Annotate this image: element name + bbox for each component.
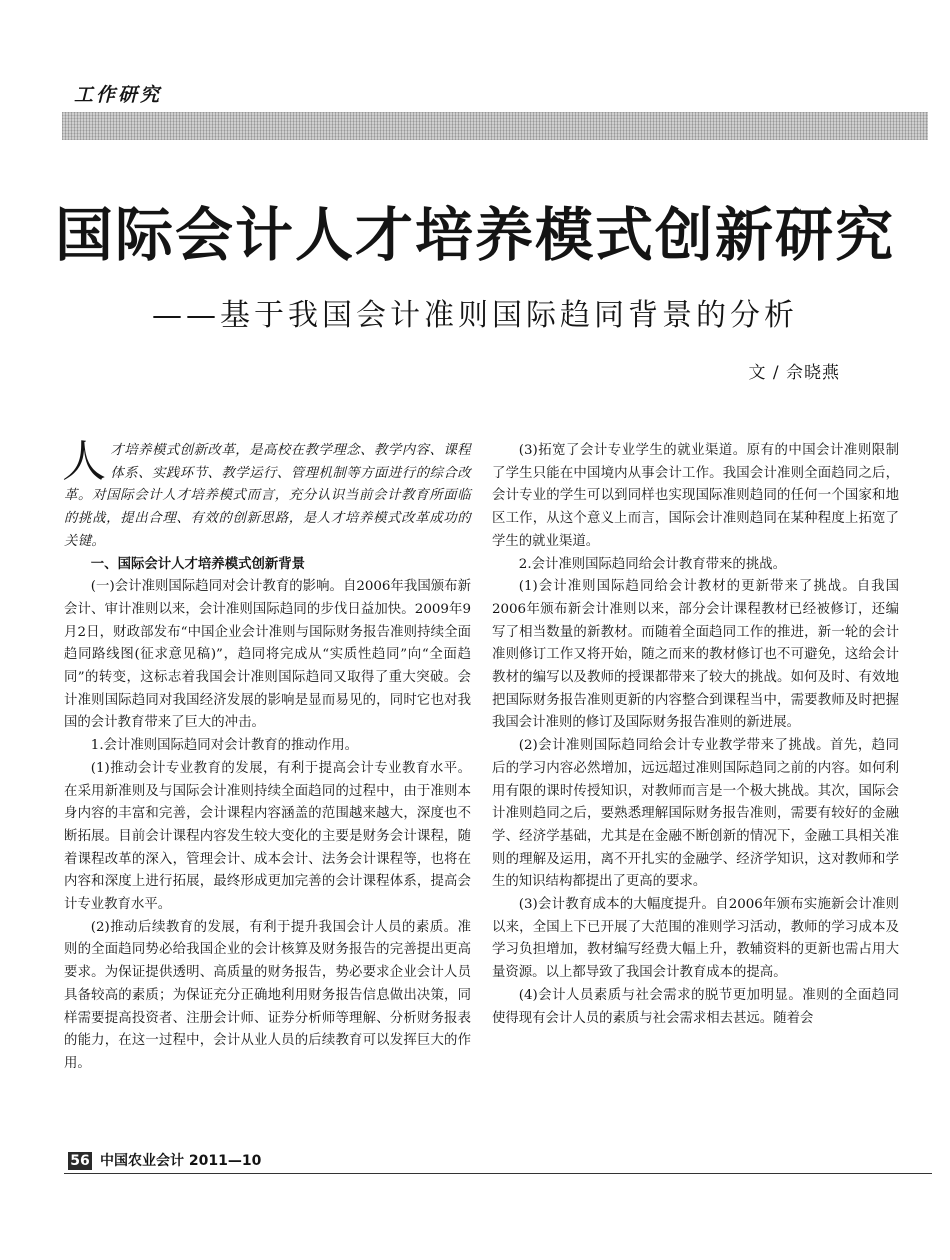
paragraph: (3)拓宽了会计专业学生的就业渠道。原有的中国会计准则限制了学生只能在中国境内从事会计工作。我国会计准则全面趋同之后，会计专业的学生可以到同样也实现国际准则趋同的任何一个国家和地区工作，从这个意义上而言，国际会计准则趋同在某种程度上拓宽了学生的就业渠道。 <box>492 443 899 549</box>
paragraph: (1)会计准则国际趋同给会计教材的更新带来了挑战。自我国2006年颁布新会计准则以来，部分会计课程教材已经被修订，还编写了相当数量的新教材。而随着全面趋同工作的推进，新一轮的会计准则修订工作又将开始，随之而来的教材修订也不可避免，这给会计教材的编写以及教师的授课都带来了较大的挑战。如何及时、有效地把国际财务报告准则更新的内容整合到课程当中，需要教师及时把握我国会计准则的修订及国际财务报告准则的新进展。 <box>492 579 899 731</box>
dropcap: 人 <box>62 436 107 487</box>
header-band <box>62 112 928 140</box>
section-label: 工作研究 <box>74 84 163 106</box>
journal-name: 中国农业会计 2011—10 <box>100 1153 262 1169</box>
article-author: 文 / 佘晓燕 <box>748 363 840 383</box>
paragraph: (3)会计教育成本的大幅度提升。自2006年颁布实施新会计准则以来，全国上下已开展了大范围的准则学习活动，教师的学习成本及学习负担增加，教材编写经费大幅上升，教辅资料的更新也需占用大量资源。以上都导致了我国会计教育成本的提高。 <box>492 897 899 981</box>
left-column <box>62 436 471 1076</box>
article-title: 国际会计人才培养模式创新研究 <box>54 201 895 269</box>
paragraph: (4)会计人员素质与社会需求的脱节更加明显。准则的全面趋同使得现有会计人员的素质与社会需求相去甚远。随着会 <box>492 987 899 1026</box>
page-number: 56 <box>68 1152 92 1170</box>
paragraph: (一)会计准则国际趋同对会计教育的影响。自2006年我国颁布新会计、审计准则以来，会计准则国际趋同的步伐日益加快。2009年9月2日，财政部发布“中国企业会计准则与国际财务报告准则持续全面趋同路线图(征求意见稿)”，趋同将完成从“实质性趋同”向“全面趋同”的转变，这标志着我国会计准则国际趋同又取得了重大突破。会计准则国际趋同对我国经济发展的影响是显而易见的，同时它也对我国的会计教育带来了巨大的冲击。 <box>64 579 471 731</box>
paragraph: (1)推动会计专业教育的发展，有利于提高会计专业教育水平。在采用新准则及与国际会计准则持续全面趋同的过程中，由于准则本身内容的丰富和完善，会计课程内容涵盖的范围越来越大，深度也不断拓展。目前会计课程内容发生较大变化的主要是财务会计课程，随着课程改革的深入，管理会计、成本会计、法务会计课程等，也将在内容和深度上进行拓展，最终形成更加完善的会计课程体系，提高会计专业教育水平。 <box>64 760 471 913</box>
article-subtitle: ——基于我国会计准则国际趋同背景的分析 <box>152 298 798 333</box>
paragraph: (2)会计准则国际趋同给会计专业教学带来了挑战。首先，趋同后的学习内容必然增加，远远超过准则国际趋同之前的内容。如何利用有限的课时传授知识，对教师而言是一个极大挑战。其次，国际会计准则趋同之后，要熟悉理解国际财务报告准则，需要有较好的金融学、经济学基础，尤其是在金融不断创新的情况下，金融工具相关准则的理解及运用，离不开扎实的金融学、经济学知识，这对教师和学生的知识结构都提出了更高的要求。 <box>492 738 899 890</box>
paragraph: (2)推动后续教育的发展，有利于提升我国会计人员的素质。准则的全面趋同势必给我国企业的会计核算及财务报告的完善提出更高要求。为保证提供透明、高质量的财务报告，势必要求企业会计人员具备较高的素质；为保证充分正确地利用财务报告信息做出决策，同样需要提高投资者、注册会计师、证券分析师等理解、分析财务报表的能力，在这一过程中，会计从业人员的后续教育可以发挥巨大的作用。 <box>64 919 471 1071</box>
paragraph: 2.会计准则国际趋同给会计教育带来的挑战。 <box>518 556 786 572</box>
paragraph: 1.会计准则国际趋同对会计教育的推动作用。 <box>90 738 358 754</box>
lead-paragraph <box>62 436 471 554</box>
right-column <box>492 440 899 1030</box>
footer-divider <box>64 1173 932 1174</box>
lead-text: 才培养模式创新改革，是高校在教学理念、教学内容、课程体系、实践环节、教学运行、管理机制等方面进行的综合改革。对国际会计人才培养模式而言，充分认识当前会计教育所面临的挑战，提出合理、有效的创新思路，是人才培养模式改革成功的关键。 <box>64 443 471 549</box>
section-heading: 一、国际会计人才培养模式创新背景 <box>90 556 306 572</box>
